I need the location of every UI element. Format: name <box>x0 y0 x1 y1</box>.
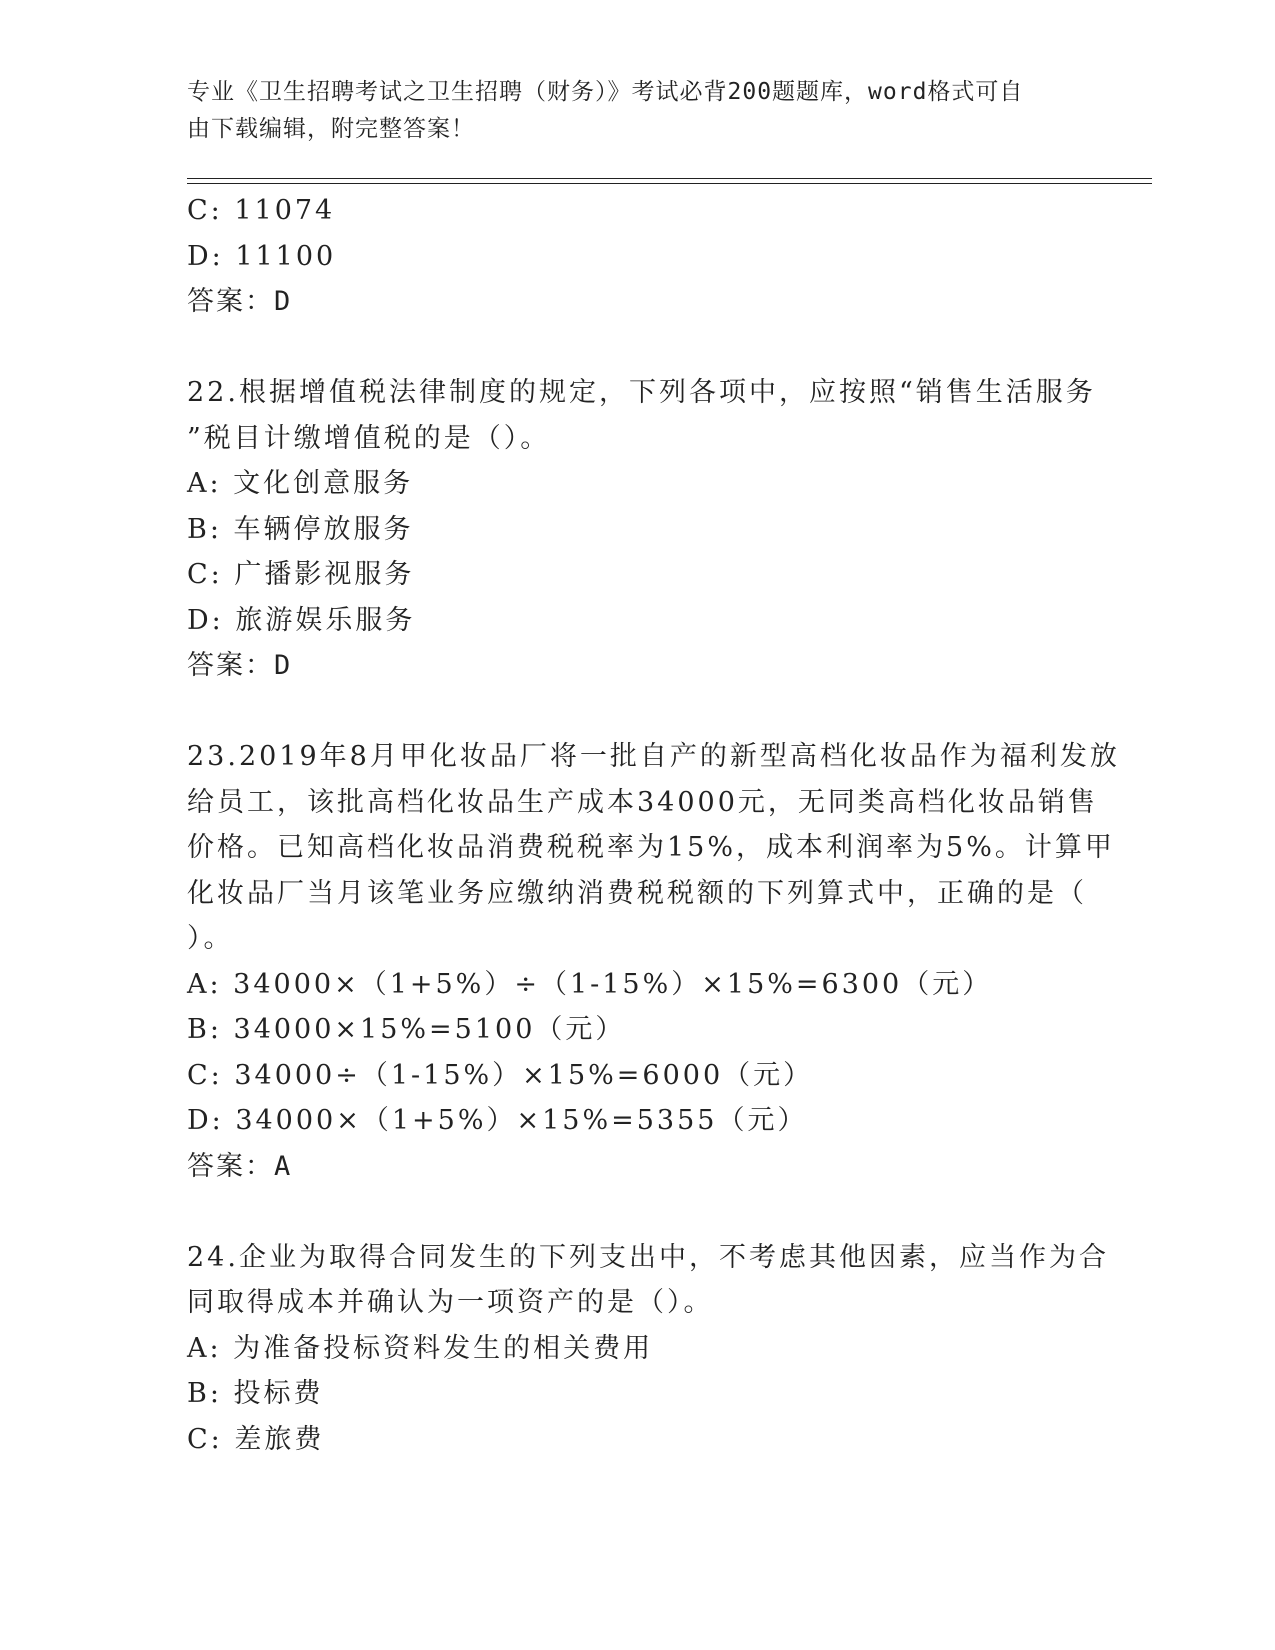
option-c: C: 广播影视服务 <box>187 559 415 590</box>
option-a: A: 34000×（1+5%）÷（1-15%）×15%=6300（元） <box>187 968 993 1000</box>
header-line-1: 专业《卫生招聘考试之卫生招聘（财务）》考试必背200题题库，word格式可自 <box>187 79 1024 105</box>
question-stem: 22.根据增值税法律制度的规定，下列各项中，应按照“销售生活服务 <box>187 377 1096 408</box>
option-b: B: 34000×15%=5100（元） <box>187 1014 626 1045</box>
header-line-2: 由下载编辑，附完整答案！ <box>187 116 475 142</box>
answer-line: 答案：D <box>187 286 293 317</box>
question-23 <box>187 734 1120 1189</box>
question-stem: 给员工，该批高档化妆品生产成本34000元，无同类高档化妆品销售 <box>187 786 1098 818</box>
question-stem: ）。 <box>187 923 234 954</box>
question-content <box>187 188 1120 1462</box>
question-stem: 24.企业为取得合同发生的下列支出中，不考虑其他因素，应当作为合 <box>187 1241 1109 1273</box>
spacer <box>187 689 1087 735</box>
option-b: B: 投标费 <box>187 1378 324 1409</box>
option-c: C: 11074 <box>187 195 336 226</box>
question-stem: 价格。已知高档化妆品消费税税率为15%，成本利润率为5%。计算甲 <box>187 832 1115 863</box>
option-a: A: 为准备投标资料发生的相关费用 <box>187 1332 654 1364</box>
question-stem: ”税目计缴增值税的是（）。 <box>187 422 551 454</box>
question-24 <box>187 1235 1109 1463</box>
option-c: C: 34000÷（1-15%）×15%=6000（元） <box>187 1059 814 1091</box>
option-a: A: 文化创意服务 <box>187 468 414 499</box>
option-c: C: 差旅费 <box>187 1423 325 1455</box>
question-stem: 23.2019年8月甲化妆品厂将一批自产的新型高档化妆品作为福利发放 <box>187 741 1120 772</box>
question-22 <box>187 370 1096 689</box>
spacer <box>187 1189 1087 1235</box>
option-d: D: 旅游娱乐服务 <box>187 604 416 636</box>
answer-line: 答案：D <box>187 650 293 681</box>
question-stem: 化妆品厂当月该笔业务应缴纳消费税税额的下列算式中，正确的是（ <box>187 877 1087 909</box>
answer-line: 答案：A <box>187 1150 293 1182</box>
option-d: D: 34000×（1+5%）×15%=5355（元） <box>187 1105 808 1136</box>
header-divider-top <box>187 178 1152 179</box>
question-21-tail <box>187 188 1087 325</box>
question-stem: 同取得成本并确认为一项资产的是（）。 <box>187 1287 714 1318</box>
option-d: D: 11100 <box>187 240 337 272</box>
header-divider-bottom <box>187 183 1152 184</box>
option-b: B: 车辆停放服务 <box>187 513 414 545</box>
document-header <box>187 74 1087 148</box>
spacer <box>187 325 1087 371</box>
